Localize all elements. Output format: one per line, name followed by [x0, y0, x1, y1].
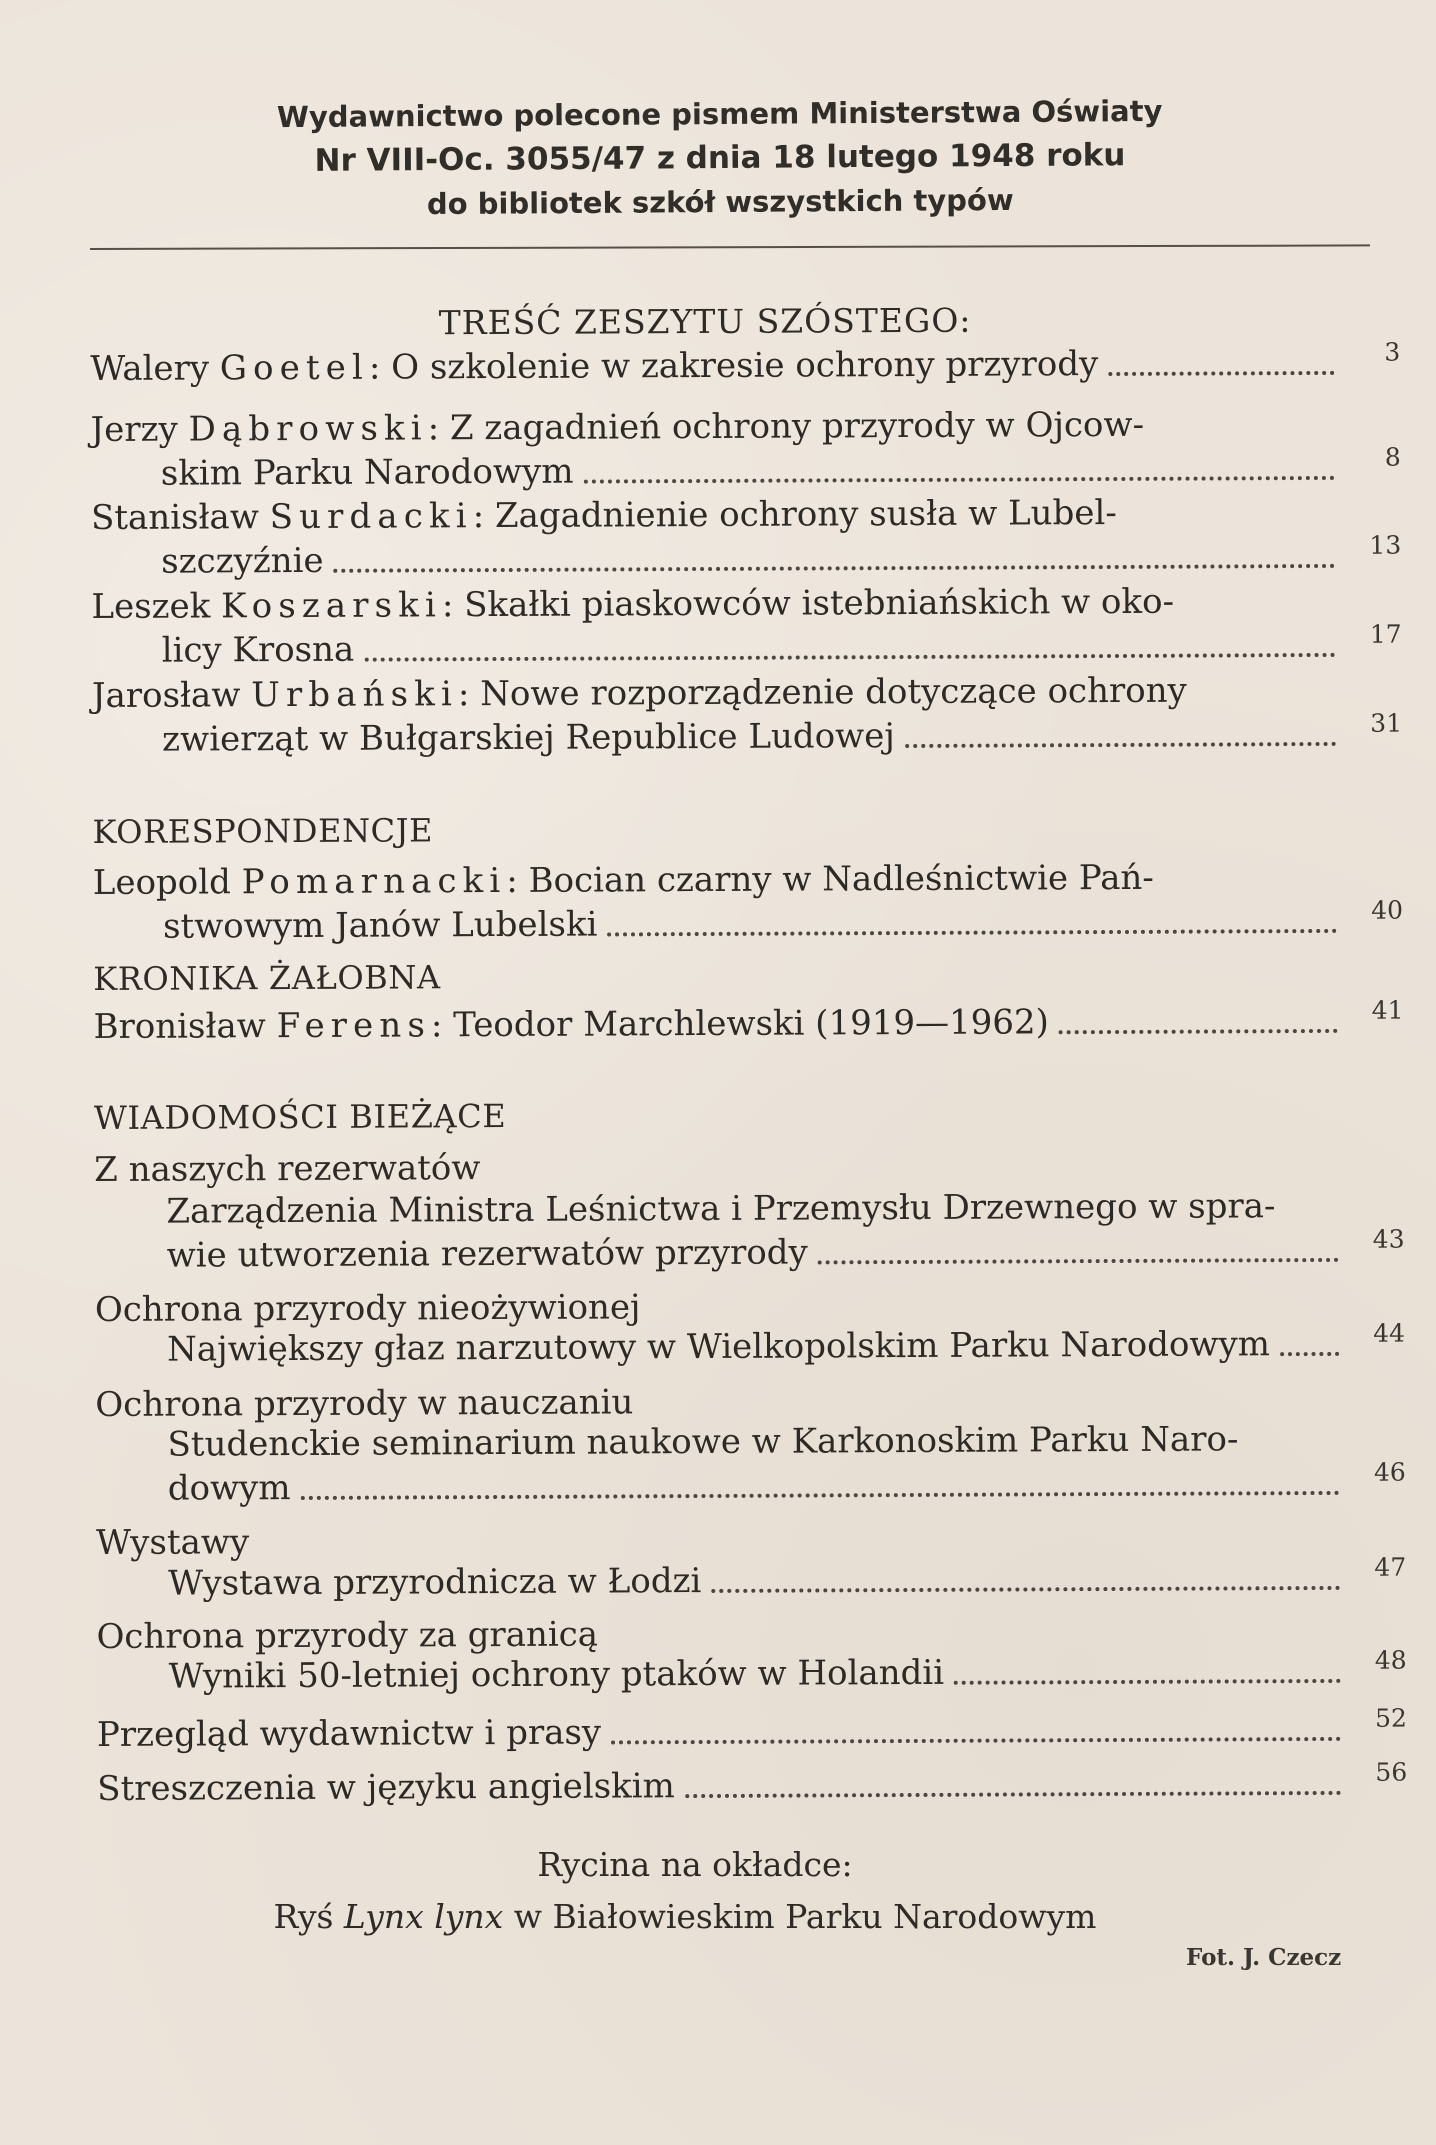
page-number: 17 [1369, 619, 1402, 649]
author-last-name: Koszarski [220, 585, 443, 627]
article-title-continued: skim Parku Narodowym [160, 451, 574, 494]
toc-title: TREŚĆ ZESZYTU SZÓSTEGO: [438, 300, 972, 343]
article-title: : Bocian czarny w Nadleśnictwie Pań- [506, 857, 1154, 901]
page-number: 44 [1373, 1318, 1406, 1348]
caption-suffix: w Białowieskim Parku Narodowym [503, 1897, 1097, 1936]
toc-entry-holandia [168, 1645, 1407, 1699]
toc-entry-pomarnacki [93, 855, 1403, 949]
cover-heading: Rycina na okładce: [537, 1845, 853, 1884]
page-number: 31 [1370, 708, 1403, 738]
dot-leader [584, 475, 1335, 484]
page-number: 41 [1371, 995, 1404, 1025]
dot-leader [1280, 1351, 1339, 1356]
author-last-name: Ferens [276, 1005, 432, 1047]
entry-title-continued: wie utworzenia rezerwatów przyrody [166, 1232, 808, 1276]
entry-title: Wyniki 50-letniej ochrony ptaków w Holandii [168, 1652, 945, 1697]
toc-entry-glaz [167, 1318, 1406, 1372]
photo-credit: Fot. J. Czecz [1186, 1944, 1342, 1971]
group-heading-wystawy: Wystawy [95, 1522, 250, 1563]
caption-latin-name: Lynx lynx [343, 1897, 504, 1936]
author-first-name: Jarosław [91, 675, 252, 716]
group-heading-nieozywiona: Ochrona przyrody nieożywionej [94, 1287, 641, 1330]
group-heading-rezerwaty: Z naszych rezerwatów [94, 1148, 481, 1190]
toc-entry-goetel [90, 337, 1401, 391]
article-title: : Skałki piaskowców istebniańskich w oko- [441, 581, 1175, 626]
dot-leader [1059, 1028, 1338, 1034]
page-number: 46 [1373, 1457, 1406, 1487]
page-number: 8 [1384, 442, 1401, 472]
dot-leader [905, 741, 1336, 748]
article-title: : Zagadnienie ochrony susła w Lubel- [472, 492, 1117, 537]
group-heading-za-granica: Ochrona przyrody za granicą [96, 1614, 599, 1657]
page-number: 52 [1375, 1703, 1407, 1733]
page-number: 40 [1371, 895, 1404, 925]
page-number: 43 [1372, 1224, 1405, 1254]
author-first-name: Leopold [92, 862, 242, 903]
article-title-continued: zwierząt w Bułgarskiej Republice Ludowej [162, 716, 895, 760]
author-first-name: Bronisław [93, 1006, 277, 1047]
toc-entry-urbanski [92, 668, 1402, 762]
section-heading-korespondencje: KORESPONDENCJE [92, 811, 434, 851]
header-line-3: do bibliotek szkół wszystkich typów [426, 182, 1014, 222]
section-heading-wiadomosci: WIADOMOŚCI BIEŻĄCE [93, 1096, 507, 1137]
author-first-name: Jerzy [90, 409, 189, 450]
entry-title: Zarządzenia Ministra Leśnictwa i Przemysłu Drzewnego w spra- [166, 1186, 1276, 1232]
toc-entry-seminarium [167, 1417, 1405, 1511]
author-last-name: Goetel [219, 347, 370, 389]
page-number: 56 [1375, 1757, 1408, 1787]
article-title: : Nowe rozporządzenie dotyczące ochrony [457, 670, 1187, 715]
entry-title-continued: dowym [167, 1468, 291, 1509]
entry-title: Streszczenia w języku angielskim [97, 1766, 675, 1809]
dot-leader [711, 1585, 1340, 1593]
entry-title: Największy głaz narzutowy w Wielkopolskim Parku Narodowym [167, 1324, 1271, 1370]
page-number: 47 [1374, 1552, 1407, 1582]
author-last-name: Surdacki [269, 496, 473, 538]
author-last-name: Urbański [251, 674, 459, 716]
author-first-name: Walery [90, 348, 220, 389]
entry-title: Wystawa przyrodnicza w Łodzi [168, 1561, 702, 1604]
author-first-name: Leszek [91, 586, 222, 627]
author-first-name: Stanisław [90, 497, 270, 538]
toc-entry-streszczenia [97, 1757, 1408, 1811]
page-number: 48 [1374, 1645, 1407, 1675]
entry-title: Studenckie seminarium naukowe w Karkonoskim Parku Naro- [167, 1419, 1239, 1465]
toc-entry-koszarski [91, 579, 1401, 673]
header-divider [90, 244, 1370, 250]
article-title: : Z zagadnień ochrony przyrody w Ojcow- [427, 404, 1145, 449]
dot-leader [301, 1490, 1340, 1500]
caption-prefix: Ryś [273, 1897, 344, 1936]
toc-entry-dabrowski [91, 402, 1401, 496]
dot-leader [954, 1678, 1341, 1685]
dot-leader [607, 928, 1337, 937]
author-last-name: Dąbrowski [188, 408, 428, 450]
toc-entry-wystawa [168, 1552, 1407, 1606]
dot-leader [1108, 370, 1334, 376]
dot-leader [611, 1736, 1341, 1745]
toc-entry-ferens [93, 995, 1404, 1049]
page-number: 3 [1384, 337, 1401, 367]
toc-entry-przeglad [96, 1703, 1407, 1757]
publication-header [260, 89, 1181, 227]
article-title: : Teodor Marchlewski (1919—1962) [430, 1002, 1049, 1046]
dot-leader [364, 652, 1335, 662]
article-title: : O szkolenie w zakresie ochrony przyrody [368, 344, 1099, 388]
dot-leader [818, 1257, 1339, 1265]
dot-leader [334, 563, 1336, 573]
article-title-continued: szczyźnie [161, 540, 324, 582]
article-title-continued: licy Krosna [161, 629, 355, 671]
toc-entry-zarzadzenia [166, 1184, 1404, 1278]
entry-title: Przegląd wydawnictw i prasy [96, 1712, 602, 1755]
header-line-2: Nr VIII-Oc. 3055/47 z dnia 18 lutego 1948 roku [314, 137, 1126, 179]
author-last-name: Pomarnacki [241, 860, 507, 903]
header-line-1: Wydawnictwo polecone pismem Ministerstwa Oświaty [276, 93, 1163, 135]
dot-leader [685, 1790, 1341, 1798]
toc-entry-surdacki [91, 490, 1401, 584]
group-heading-nauczanie: Ochrona przyrody w nauczaniu [95, 1382, 634, 1425]
table-of-contents [90, 299, 1408, 1845]
cover-caption [90, 1897, 1280, 1936]
article-title-continued: stwowym Janów Lubelski [162, 904, 598, 947]
section-heading-kronika: KRONIKA ŻAŁOBNA [93, 958, 441, 998]
page-number: 13 [1369, 530, 1402, 560]
